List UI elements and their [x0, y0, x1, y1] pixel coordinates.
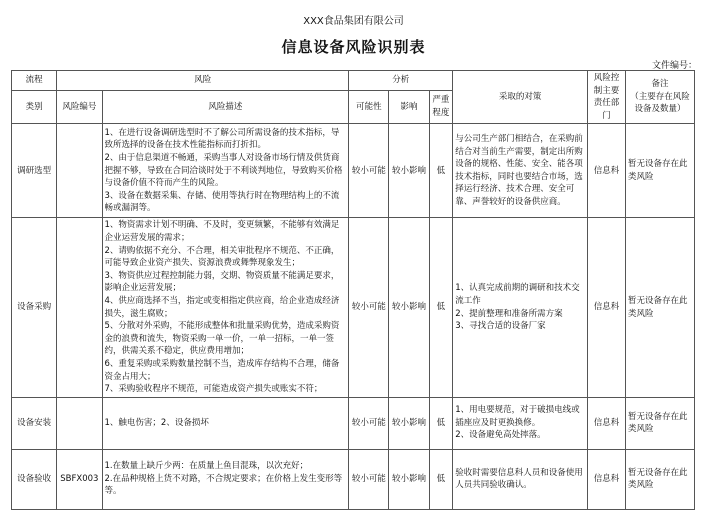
header-dept: 风险控制主要责任部门 — [588, 71, 626, 124]
row-risk-no — [57, 124, 102, 218]
row-remark: 暂无设备存在此类风险 — [626, 397, 695, 449]
table-row — [12, 449, 695, 509]
row-measures: 与公司生产部门相结合，在采购前结合对当前生产需要，制定出所购设备的规格、性能、安全、能各项技术指标，同时也要结合市场，选择运行经济、技术合理、安全可靠、声誉较好的设备供应商。 — [453, 124, 588, 218]
row-risk-desc: 1.在数量上缺斤少两：在质量上鱼目混珠，以次充好； 2.在品种规格上货不对路，不合规定要求；在价格上发生变形等等。 — [102, 449, 349, 509]
row-possibility: 较小可能 — [349, 124, 389, 218]
row-risk-desc: 1、物资需求计划不明确、不及时，变更频繁，不能够有效满足企业运营发展的需求； 2、请购依据不充分、不合理，相关审批程序不规范、不正确，可能导致企业资产损失、资源浪费或舞弊现象发生； 3、物资供应过程控制能力弱，交期、物资质量不能满足要求，影响企业运营发展； 4、供应商选择不当，指定或变相指定供应商，给企业造成经济损失，滋生腐败； 5、分散对外采购，不能形成整体和批量采购优势，造成采购资金的浪费和流失，物资采购一单一价，一单一招标，一单一签约，供需关系不稳定，供应费用增加； 6、重复采购或采购数量控制不当，造成库存结构不合理，储备资金占用大； 7、采购验收程序不规范，可能造成资产损失或账实不符； — [102, 218, 349, 397]
header-risk-desc: 风险描述 — [102, 90, 349, 124]
row-possibility: 较小可能 — [349, 449, 389, 509]
row-measures: 1、认真完成前期的调研和技术交流工作 2、提前整理和准备所需方案 3、寻找合适的设备厂家 — [453, 218, 588, 397]
row-severity: 低 — [429, 397, 453, 449]
row-risk-desc: 1、在进行设备调研选型时不了解公司所需设备的技术指标，导致所选择的设备在技术性能指标而打折扣。 2、由于信息渠道不畅通，采购当事人对设备市场行情及供货商把握不够，导致在合同洽谈时处于不利谈判地位，导致购买价格与设备价值不符而产生的风险。 3、设备在数据采集、存储、使用等执行时在物理结构上的不流畅或漏洞等。 — [102, 124, 349, 218]
header-risk: 风险 — [57, 71, 349, 91]
row-remark: 暂无设备存在此类风险 — [626, 218, 695, 397]
header-severity: 严重程度 — [429, 90, 453, 124]
row-dept: 信息科 — [588, 218, 626, 397]
table-row — [12, 397, 695, 449]
row-impact: 较小影响 — [389, 218, 429, 397]
row-dept: 信息科 — [588, 124, 626, 218]
row-category: 设备验收 — [12, 449, 57, 509]
header-analysis: 分析 — [349, 71, 453, 91]
header-possibility: 可能性 — [349, 90, 389, 124]
header-row-1 — [12, 71, 695, 91]
table-row — [12, 218, 695, 397]
header-process: 流程 — [12, 71, 57, 91]
row-risk-no — [57, 397, 102, 449]
risk-table — [11, 70, 695, 510]
table-row — [12, 124, 695, 218]
header-measures: 采取的对策 — [453, 71, 588, 124]
row-dept: 信息科 — [588, 397, 626, 449]
header-category: 类别 — [12, 90, 57, 124]
row-risk-no: SBFX003 — [57, 449, 102, 509]
row-impact: 较小影响 — [389, 449, 429, 509]
company-name: XXX食品集团有限公司 — [303, 16, 404, 27]
row-remark: 暂无设备存在此类风险 — [626, 124, 695, 218]
row-category: 调研选型 — [12, 124, 57, 218]
header-risk-no: 风险编号 — [57, 90, 102, 124]
file-number-label: 文件编号： — [651, 61, 697, 71]
row-severity: 低 — [429, 124, 453, 218]
row-risk-desc: 1、触电伤害；2、设备损坏 — [102, 397, 349, 449]
row-category: 设备安装 — [12, 397, 57, 449]
row-impact: 较小影响 — [389, 397, 429, 449]
row-category: 设备采购 — [12, 218, 57, 397]
row-severity: 低 — [429, 218, 453, 397]
page-title: 信息设备风险识别表 — [281, 38, 426, 56]
row-possibility: 较小可能 — [349, 218, 389, 397]
header-impact: 影响 — [389, 90, 429, 124]
row-risk-no — [57, 218, 102, 397]
row-severity: 低 — [429, 449, 453, 509]
row-impact: 较小影响 — [389, 124, 429, 218]
row-possibility: 较小可能 — [349, 397, 389, 449]
header-remark: 备注 （主要存在风险设备及数量） — [626, 71, 695, 124]
row-dept: 信息科 — [588, 449, 626, 509]
row-remark: 暂无设备存在此类风险 — [626, 449, 695, 509]
row-measures: 验收时需要信息科人员和设备使用人员共同验收确认。 — [453, 449, 588, 509]
row-measures: 1、用电要规范，对于破损电线或插座应及时更换换修。 2、设备避免高处摔落。 — [453, 397, 588, 449]
